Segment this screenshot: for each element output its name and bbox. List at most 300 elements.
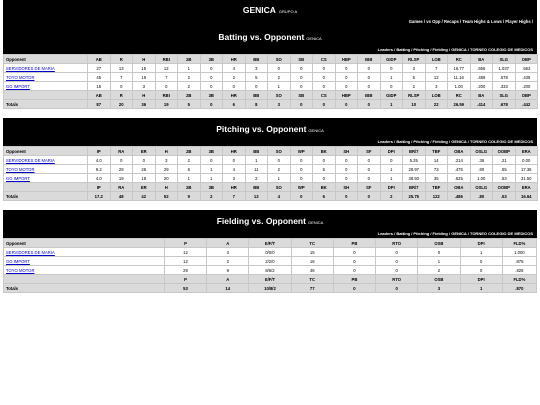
footer-header-row-cell: HBP [335,91,358,100]
table-row-cell: 35 [425,174,448,183]
footer-header-row [4,183,538,192]
table-row-cell: 0 [380,82,403,91]
totals-row [4,284,537,293]
footer-header-row-cell: SLG [493,91,516,100]
table-row-cell: .214 [448,156,471,165]
totals-row-cell: 36 [133,100,156,109]
header-row-cell: RTO [376,239,418,248]
table-row-label [4,165,88,174]
table-row-cell: 3 [245,64,268,73]
batting-title-sub: GENICA [306,36,322,41]
totals-row-cell: 10/8/2 [249,284,291,293]
table-row-cell: 31.50 [515,174,538,183]
header-row-cell: 3B [200,147,223,156]
header-row-cell: ER [133,147,156,156]
totals-row-label: Totals [4,100,88,109]
footer-header-row-cell: E/F/T [249,275,291,284]
footer-header-row-cell: HR [223,91,246,100]
table-row-cell: 0 [335,64,358,73]
header-row-cell: BB [245,55,268,64]
table-row-cell: 5.25 [403,156,426,165]
totals-row-cell: 4 [268,192,291,201]
footer-header-row-cell: P [164,275,206,284]
footer-header-row-cell: OSLG [470,183,493,192]
header-row-cell: PB [333,239,375,248]
totals-row-cell: 6 [313,192,336,201]
header-row-cell: TC [291,239,333,248]
table-row-cell: 16.77 [448,64,471,73]
table-row-cell: .438 [515,73,538,82]
footer-header-row-cell: 2B [178,91,201,100]
footer-header-row-cell: 2B [178,183,201,192]
table-row-cell: 0 [358,165,381,174]
header-row [4,147,538,156]
table-row-cell: 1.037 [493,64,516,73]
table-row-cell: .63 [493,174,516,183]
table-row-cell: 0 [313,73,336,82]
table-row-cell: 1 [200,174,223,183]
table-row-cell: 2 [223,73,246,82]
table-row-cell: 8/6/2 [249,266,291,275]
footer-header-row-cell: BR/7 [403,183,426,192]
table-row [4,266,537,275]
opponent-link[interactable]: GG IMPORT [6,175,30,181]
header-row-cell: OBA [448,147,471,156]
table-row-cell: 5 [403,73,426,82]
table-row-cell: 1 [418,257,460,266]
table-row-cell: 15 [291,248,333,257]
table-row-cell: 0 [460,257,502,266]
table-row-cell: .36 [470,156,493,165]
table-row-cell: 0 [335,174,358,183]
header-row-cell: 2B [178,147,201,156]
table-row-cell: 14 [425,156,448,165]
footer-header-row-cell: H [155,183,178,192]
table-row-cell: 0 [290,165,313,174]
table-row-cell: 1 [178,64,201,73]
totals-row-cell: .53 [493,192,516,201]
header-row-cell: LOB [425,55,448,64]
footer-header-row-cell: DPI [380,183,403,192]
totals-row-cell: 22 [425,100,448,109]
table-row-cell: .625 [448,174,471,183]
table-row-cell: 0 [335,165,358,174]
footer-header-row-cell: OOBP [493,183,516,192]
header-row-cell: R [110,55,133,64]
table-row-cell: 9.2 [88,165,111,174]
table-row-cell: 0 [418,248,460,257]
table-row-cell: .578 [493,73,516,82]
opponent-link[interactable]: GG IMPORT [6,83,30,89]
table-row-cell: .200 [470,82,493,91]
table-row-cell: 19 [110,174,133,183]
totals-row-cell: 26.59 [448,100,471,109]
table-row-cell: 0 [358,73,381,82]
table-row-cell: 29 [164,266,206,275]
totals-row-cell: 0 [358,192,381,201]
opponent-link[interactable]: SERVIDORES DE MARIA [6,157,55,163]
totals-row-cell: 42 [133,192,156,201]
table-row-cell: 0 [376,266,418,275]
table-row [4,64,538,73]
table-row-cell: 0 [335,73,358,82]
header-row-cell: SO [268,147,291,156]
totals-row-cell: 25.75 [403,192,426,201]
table-row-cell: 15 [88,82,111,91]
team-nav-links[interactable]: Games / vs Opp / Recaps / Team Highs & Lows / Player Highs / [408,19,533,24]
totals-row-cell: .414 [470,100,493,109]
table-row-cell: 73 [425,165,448,174]
table-row-cell: 0 [460,266,502,275]
totals-row [4,100,538,109]
table-row-cell: 20 [155,174,178,183]
header-row-cell: HR [223,147,246,156]
header-row-cell: TBF [425,147,448,156]
table-row-cell: 7 [425,64,448,73]
table-row-cell: 6 [178,165,201,174]
footer-header-row-cell: SF [358,183,381,192]
table-row [4,248,537,257]
table-row-cell: 1 [245,156,268,165]
totals-row-cell: 3 [268,100,291,109]
footer-header-row-cell: ER [133,183,156,192]
totals-row-cell: 52 [155,192,178,201]
header-row-cell: BR/7 [403,147,426,156]
table-row-cell: 29 [155,165,178,174]
table-row-cell: 0 [110,82,133,91]
table-row [4,257,537,266]
table-row-cell: 0 [200,156,223,165]
totals-row-cell: 20 [110,100,133,109]
pitching-title-sub: GENICA [308,128,324,133]
table-row-cell: 3 [223,174,246,183]
footer-header-row-cell: OBA [448,183,471,192]
table-row-cell: .80 [470,165,493,174]
header-row-cell: A [207,239,249,248]
table-row-cell: .333 [493,82,516,91]
totals-row-cell: 0 [335,192,358,201]
totals-row-cell: 14 [207,284,249,293]
table-row-cell: 0 [358,174,381,183]
table-row-cell: 2 [178,156,201,165]
opponent-link[interactable]: TOYO MOTOR [6,267,35,273]
table-row-cell: 1.00 [470,174,493,183]
table-row-cell: 0/0/0 [249,248,291,257]
footer-header-row-cell: RLSP [403,91,426,100]
table-row-cell: 1 [380,174,403,183]
table-row-cell: 3 [207,248,249,257]
header-row-cell: BB [245,147,268,156]
header-row-cell: H [155,147,178,156]
footer-header-row-cell: TC [291,275,333,284]
table-row [4,174,538,183]
totals-row-cell: 8 [245,100,268,109]
totals-row-cell: 16.64 [515,192,538,201]
table-row-cell: 1 [380,165,403,174]
table-row-cell: 1 [268,82,291,91]
table-row-cell: 0 [133,156,156,165]
header-row-cell: SLG [493,55,516,64]
table-row-cell: 1 [460,248,502,257]
header-row-cell: OSB [418,239,460,248]
footer-header-row-cell: SO [268,91,291,100]
header-row-cell: 3B [200,55,223,64]
table-row-cell: .475 [448,165,471,174]
table-row-cell: 3 [133,82,156,91]
fielding-title-sub: GENICA [307,220,324,225]
header-row-cell: OOBP [493,147,516,156]
pitching-section [3,118,537,201]
table-row [4,165,538,174]
table-row-cell: 0 [333,248,375,257]
footer-header-row-cell: OSB [418,275,460,284]
table-row-cell: 0 [335,156,358,165]
table-row-cell: 29 [110,165,133,174]
table-row-cell: 2 [403,82,426,91]
header-row-cell: E/F/T [249,239,291,248]
header-row-cell: DPI [380,147,403,156]
header-row-cell: SO [268,55,291,64]
table-row-cell: 18 [133,174,156,183]
table-row-cell: 11 [245,165,268,174]
header-row-cell: P [164,239,206,248]
table-row-cell: 13 [110,64,133,73]
totals-row-cell: .678 [493,100,516,109]
opponent-link[interactable]: TOYO MOTOR [6,166,35,172]
totals-row-cell: 0 [376,284,418,293]
table-row-cell: 0 [200,73,223,82]
table-row-label [4,257,165,266]
table-row-cell: 5 [245,73,268,82]
table-row-cell: 7 [155,73,178,82]
table-row-cell: .875 [502,257,536,266]
table-row-cell: 0 [290,64,313,73]
header-row-cell: 2B [178,55,201,64]
totals-row-cell: 1 [380,100,403,109]
footer-header-row-cell: H [133,91,156,100]
opponent-link[interactable]: GG IMPORT [6,258,30,264]
table-row-cell: 36.50 [403,174,426,183]
totals-row-cell: 0 [358,100,381,109]
table-row-label [4,248,165,257]
totals-row-cell: 0 [333,284,375,293]
batting-title-bar [3,27,537,45]
table-row-cell: .200 [515,82,538,91]
table-row-cell: 0 [335,82,358,91]
fielding-nav-links[interactable]: Leaders / Batting / Pitching / Fielding / GENICA / TORNEO COLEGIO DE MEDICOS [3,229,537,238]
table-row-cell: 0 [268,156,291,165]
table-row-cell: 3 [425,82,448,91]
header-row-cell: OBP [515,55,538,64]
table-row-cell: 0 [376,248,418,257]
table-row-cell: .563 [515,64,538,73]
footer-header-row-cell: AB [88,91,111,100]
header-row-label: Opponent [4,239,165,248]
totals-row-cell: 0 [335,100,358,109]
header-row-cell: WP [290,147,313,156]
footer-header-row-cell: OBP [515,91,538,100]
table-row-cell: 2 [178,73,201,82]
table-row-cell: 0 [358,156,381,165]
header-row-cell: ERA [515,147,538,156]
table-row-cell: 2 [207,257,249,266]
footer-header-row [4,91,538,100]
header-row-cell: RA [110,147,133,156]
table-row-cell: 26 [133,165,156,174]
opponent-link[interactable]: TOYO MOTOR [6,74,35,80]
footer-header-row-cell: HR [223,183,246,192]
table-row-cell: 4 [223,64,246,73]
header-row [4,239,537,248]
batting-table [3,54,538,109]
table-row-cell: 0 [155,82,178,91]
table-row-cell: 11.16 [448,73,471,82]
table-row-cell: 15 [133,64,156,73]
table-row-cell: 0 [268,64,291,73]
header-row-cell: HR [223,55,246,64]
table-row-cell: 0 [313,64,336,73]
table-row-cell: 7 [110,73,133,82]
footer-header-row-cell: BA [470,91,493,100]
totals-row-cell: 5 [178,100,201,109]
header-row-cell: FLD% [502,239,536,248]
footer-header-row-cell: A [207,275,249,284]
footer-header-row-cell: RBI [155,91,178,100]
header-row-cell: GIDP [380,55,403,64]
batting-title: Batting vs. Opponent [218,32,305,42]
header-row [4,55,538,64]
totals-row-cell: 0 [290,192,313,201]
table-row-cell: 0 [376,257,418,266]
totals-row-cell: .486 [448,192,471,201]
table-row-cell: 27 [88,64,111,73]
table-row-cell: .556 [470,64,493,73]
footer-header-row-cell: DPI [460,275,502,284]
table-row-cell: 19 [133,73,156,82]
totals-row-cell: 122 [425,192,448,201]
header-row-cell: H [133,55,156,64]
table-row-cell: 9 [207,266,249,275]
header-row-cell: AB [88,55,111,64]
team-group: GRUPO A [278,9,298,14]
footer-header-row-cell: BB [245,183,268,192]
opponent-link[interactable]: SERVIDORES DE MARIA [6,249,55,255]
table-row-label [4,174,88,183]
table-row-cell: 0 [290,82,313,91]
table-row-label [4,156,88,165]
table-row-cell: 0 [380,156,403,165]
table-row-cell: 3 [155,156,178,165]
footer-header-row-cell: 3B [200,183,223,192]
table-row-cell: 3 [403,64,426,73]
footer-header-row-cell: FLD% [502,275,536,284]
table-row-cell: 0 [110,156,133,165]
table-row-cell: 0 [200,82,223,91]
table-row-cell: 2 [418,266,460,275]
footer-header-row-cell: RTO [376,275,418,284]
table-row-cell: 0 [358,64,381,73]
table-row [4,82,538,91]
header-row-cell: IP [88,147,111,156]
table-row-cell: 1.00 [448,82,471,91]
table-row-cell: 17.36 [515,165,538,174]
pitching-table [3,146,538,201]
table-row-cell: 12 [155,64,178,73]
footer-header-row-cell: SH [335,183,358,192]
totals-row-cell: 0 [200,100,223,109]
table-row-cell: 1 [200,165,223,174]
fielding-section [3,210,537,293]
totals-row-cell: .442 [515,100,538,109]
opponent-link[interactable]: SERVIDORES DE MARIA [6,65,55,71]
header-row-cell: OSLG [470,147,493,156]
table-row-cell: 4.0 [88,156,111,165]
totals-row-cell: 2 [200,192,223,201]
table-row-cell: 12 [164,257,206,266]
totals-row-cell: 7 [223,192,246,201]
footer-header-row-cell: RC [448,91,471,100]
table-row-label [4,266,165,275]
totals-row-cell: .80 [470,192,493,201]
footer-header-row-cell: GIDP [380,91,403,100]
footer-header-row-cell: ERA [515,183,538,192]
team-header [3,0,537,27]
header-row-cell: DPI [460,239,502,248]
fielding-table [3,238,537,293]
fielding-title-bar [3,210,537,229]
header-row-cell: RLSP [403,55,426,64]
footer-header-row-cell: BK [313,183,336,192]
totals-row-cell: 77 [291,284,333,293]
totals-row-cell: 6 [223,100,246,109]
table-row-cell: 0 [223,82,246,91]
footer-header-row-cell: CS [313,91,336,100]
table-row-cell: 0 [245,82,268,91]
table-row-cell: 46 [291,266,333,275]
header-row-cell: BK [313,147,336,156]
totals-row-cell: 9 [178,192,201,201]
totals-row-cell: 17.2 [88,192,111,201]
table-row-cell: 0 [380,64,403,73]
footer-header-row-cell: LOB [425,91,448,100]
batting-section [3,0,537,109]
header-row-label: Opponent [4,55,88,64]
table-row-cell: 4.0 [88,174,111,183]
footer-header-row-cell: 3B [200,91,223,100]
table-row-cell: 4 [223,165,246,174]
pitching-title-bar [3,118,537,137]
totals-row-cell: 2 [380,192,403,201]
batting-nav-links[interactable]: Leaders / Batting / Pitching / Fielding / GENICA / TORNEO COLEGIO DE MEDICOS [3,45,537,54]
table-row-cell: 16 [291,257,333,266]
table-row-cell: 1 [380,73,403,82]
footer-header-row [4,275,537,284]
totals-row-cell: 0 [313,100,336,109]
footer-header-row-cell: SO [268,183,291,192]
footer-header-row-label [4,183,88,192]
pitching-nav-links[interactable]: Leaders / Batting / Pitching / Fielding / GENICA / TORNEO COLEGIO DE MEDICOS [3,137,537,146]
table-row-cell: 0 [358,82,381,91]
header-row-cell: BA [470,55,493,64]
table-row-cell: .21 [493,156,516,165]
footer-header-row-cell: IP [88,183,111,192]
table-row-cell: 2 [268,73,291,82]
table-row-cell: 28.97 [403,165,426,174]
totals-row-cell: 87 [88,100,111,109]
totals-row-cell: 1 [460,284,502,293]
totals-row-cell: 48 [110,192,133,201]
table-row-cell: .826 [502,266,536,275]
